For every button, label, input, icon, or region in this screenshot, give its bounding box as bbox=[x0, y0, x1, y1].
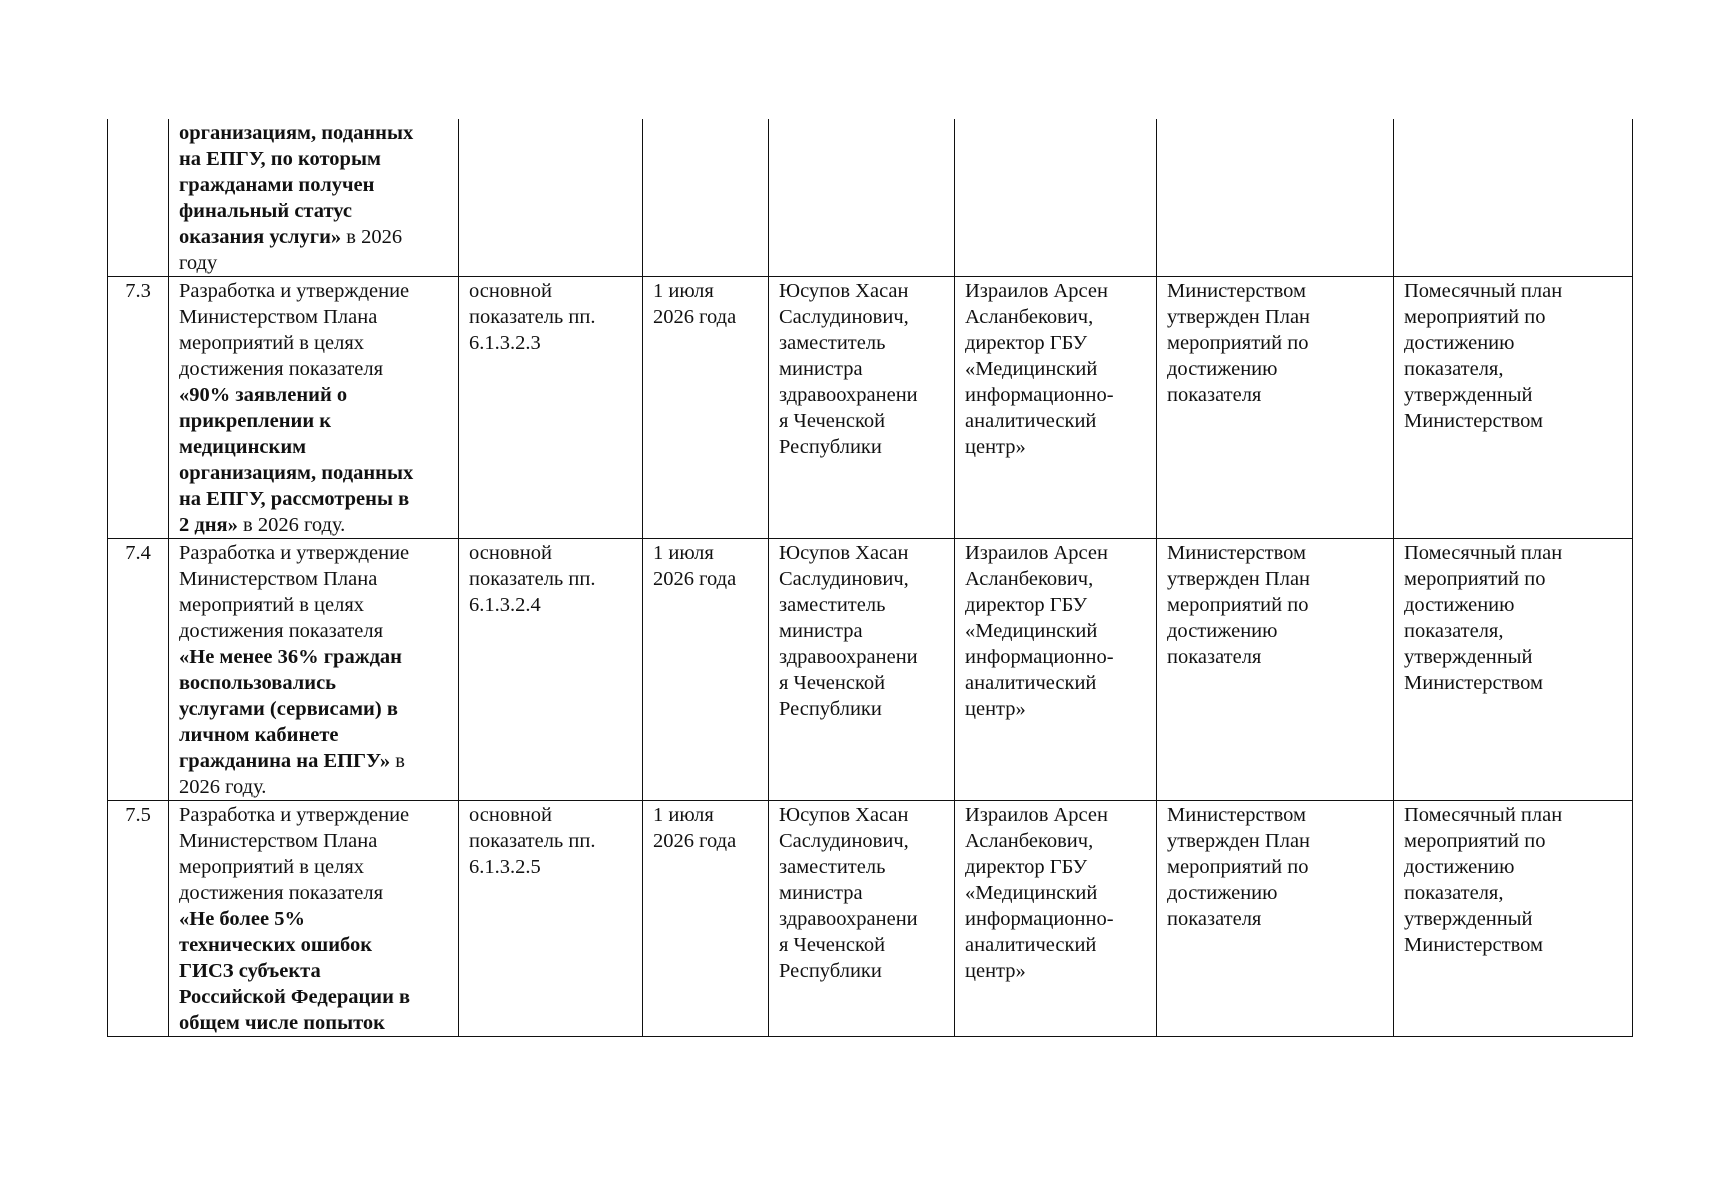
cell-line: 6.1.3.2.5 bbox=[469, 856, 541, 878]
cell-line: аналитический bbox=[965, 934, 1097, 956]
cell-line: показателя, bbox=[1404, 358, 1504, 380]
cell-line: Юсупов Хасан bbox=[779, 542, 909, 564]
text-run: в bbox=[390, 750, 405, 772]
cell-line: 2026 года bbox=[653, 568, 737, 590]
cell-line: мероприятий по bbox=[1404, 568, 1546, 590]
bold-run: технических ошибок bbox=[179, 934, 373, 956]
cell-line: мероприятий по bbox=[1404, 830, 1546, 852]
document-cell bbox=[1394, 539, 1633, 801]
cell-line bbox=[179, 382, 448, 408]
responsible-cell bbox=[769, 277, 955, 539]
cell-line: 1 июля bbox=[653, 280, 714, 302]
cell-line bbox=[179, 644, 448, 670]
cell-line: аналитический bbox=[965, 672, 1097, 694]
cell-line: мероприятий по bbox=[1167, 594, 1309, 616]
cell-line bbox=[179, 224, 448, 250]
result-cell bbox=[1157, 119, 1394, 277]
text-run: в 2026 bbox=[341, 226, 403, 248]
cell-line: 2026 года bbox=[653, 830, 737, 852]
executor-cell bbox=[955, 539, 1157, 801]
cell-line: показателя bbox=[1167, 384, 1262, 406]
cell-line: Республики bbox=[779, 698, 882, 720]
cell-line: 6.1.3.2.3 bbox=[469, 332, 541, 354]
row-number-cell bbox=[108, 119, 169, 277]
deadline-cell bbox=[643, 801, 769, 1037]
cell-line: основной bbox=[469, 804, 552, 826]
row-number-cell: 7.5 bbox=[108, 801, 169, 1037]
cell-line bbox=[179, 854, 448, 880]
cell-line: мероприятий по bbox=[1167, 856, 1309, 878]
bold-run: прикреплении к bbox=[179, 410, 332, 432]
cell-line: достижению bbox=[1167, 358, 1278, 380]
cell-line: достижению bbox=[1167, 620, 1278, 642]
text-run: 2026 году. bbox=[179, 776, 267, 798]
cell-line: Министерством bbox=[1167, 280, 1306, 302]
cell-line bbox=[179, 774, 448, 800]
cell-line: показателя, bbox=[1404, 882, 1504, 904]
text-run: году bbox=[179, 252, 218, 274]
bold-run: «Не более 5% bbox=[179, 908, 305, 930]
bold-run: услугами (сервисами) в bbox=[179, 698, 398, 720]
cell-line: основной bbox=[469, 280, 552, 302]
cell-line bbox=[179, 304, 448, 330]
cell-line: Юсупов Хасан bbox=[779, 280, 909, 302]
cell-line: Министерством bbox=[1167, 804, 1306, 826]
cell-line: директор ГБУ bbox=[965, 856, 1088, 878]
text-run: мероприятий в целях bbox=[179, 594, 365, 616]
task-cell bbox=[169, 539, 459, 801]
deadline-cell bbox=[643, 539, 769, 801]
cell-line: министра bbox=[779, 358, 863, 380]
text-run: Министерством Плана bbox=[179, 830, 378, 852]
cell-line bbox=[179, 486, 448, 512]
cell-line bbox=[179, 932, 448, 958]
cell-line: 1 июля bbox=[653, 542, 714, 564]
cell-line: здравоохранени bbox=[779, 908, 918, 930]
cell-line: информационно- bbox=[965, 908, 1114, 930]
cell-line: информационно- bbox=[965, 384, 1114, 406]
cell-line: информационно- bbox=[965, 646, 1114, 668]
cell-line: «Медицинский bbox=[965, 358, 1098, 380]
bold-run: организациям, поданных bbox=[179, 462, 414, 484]
indicator-cell bbox=[459, 119, 643, 277]
cell-line bbox=[179, 120, 448, 146]
cell-line: показателя, bbox=[1404, 620, 1504, 642]
table-row bbox=[108, 277, 1633, 539]
cell-line bbox=[179, 146, 448, 172]
cell-line bbox=[179, 250, 448, 276]
cell-line: заместитель bbox=[779, 594, 886, 616]
table-row bbox=[108, 119, 1633, 277]
result-cell bbox=[1157, 539, 1394, 801]
bold-run: на ЕПГУ, рассмотрены в bbox=[179, 488, 410, 510]
cell-line: министра bbox=[779, 620, 863, 642]
cell-line: Республики bbox=[779, 960, 882, 982]
cell-line: достижению bbox=[1404, 332, 1515, 354]
table-row bbox=[108, 539, 1633, 801]
cell-line: мероприятий по bbox=[1404, 306, 1546, 328]
cell-line: Асланбекович, bbox=[965, 306, 1094, 328]
cell-line: показателя bbox=[1167, 646, 1262, 668]
cell-line bbox=[179, 828, 448, 854]
cell-line: здравоохранени bbox=[779, 646, 918, 668]
cell-line: Израилов Арсен bbox=[965, 804, 1108, 826]
deadline-cell bbox=[643, 277, 769, 539]
bold-run: гражданина на ЕПГУ» bbox=[179, 750, 391, 772]
cell-line: Саслудинович, bbox=[779, 306, 909, 328]
text-run: мероприятий в целях bbox=[179, 856, 365, 878]
text-run: Разработка и утверждение bbox=[179, 542, 410, 564]
result-cell bbox=[1157, 277, 1394, 539]
cell-line bbox=[179, 1010, 448, 1036]
cell-line: достижению bbox=[1404, 594, 1515, 616]
cell-line: Помесячный план bbox=[1404, 280, 1563, 302]
cell-line: Министерством bbox=[1404, 672, 1543, 694]
cell-line: Министерством bbox=[1404, 934, 1543, 956]
bold-run: общем числе попыток bbox=[179, 1012, 385, 1034]
text-run: Разработка и утверждение bbox=[179, 804, 410, 826]
bold-run: «90% заявлений о bbox=[179, 384, 348, 406]
cell-line: Саслудинович, bbox=[779, 568, 909, 590]
deadline-cell bbox=[643, 119, 769, 277]
cell-line: заместитель bbox=[779, 856, 886, 878]
cell-line: аналитический bbox=[965, 410, 1097, 432]
bold-run: «Не менее 36% граждан bbox=[179, 646, 402, 668]
cell-line: утвержденный bbox=[1404, 646, 1533, 668]
text-run: достижения показателя bbox=[179, 882, 384, 904]
task-cell bbox=[169, 801, 459, 1037]
responsible-cell bbox=[769, 801, 955, 1037]
cell-line: Помесячный план bbox=[1404, 542, 1563, 564]
cell-line: директор ГБУ bbox=[965, 594, 1088, 616]
task-cell bbox=[169, 277, 459, 539]
cell-line bbox=[179, 618, 448, 644]
cell-line: я Чеченской bbox=[779, 672, 886, 694]
cell-line: здравоохранени bbox=[779, 384, 918, 406]
cell-line: Министерством bbox=[1167, 542, 1306, 564]
cell-line: Израилов Арсен bbox=[965, 542, 1108, 564]
cell-line: центр» bbox=[965, 436, 1026, 458]
cell-line: Асланбекович, bbox=[965, 568, 1094, 590]
row-number-cell: 7.4 bbox=[108, 539, 169, 801]
cell-line bbox=[179, 802, 448, 828]
bold-run: медицинским bbox=[179, 436, 307, 458]
cell-line: мероприятий по bbox=[1167, 332, 1309, 354]
cell-line: директор ГБУ bbox=[965, 332, 1088, 354]
bold-run: 2 дня» bbox=[179, 514, 238, 536]
cell-line bbox=[179, 278, 448, 304]
cell-line bbox=[179, 592, 448, 618]
cell-line: «Медицинский bbox=[965, 882, 1098, 904]
responsible-cell bbox=[769, 119, 955, 277]
text-run: Министерством Плана bbox=[179, 568, 378, 590]
cell-line bbox=[179, 670, 448, 696]
cell-line: утвержден План bbox=[1167, 830, 1311, 852]
cell-line: достижению bbox=[1404, 856, 1515, 878]
cell-line: заместитель bbox=[779, 332, 886, 354]
cell-line: показатель пп. bbox=[469, 306, 596, 328]
cell-line: Асланбекович, bbox=[965, 830, 1094, 852]
cell-line: «Медицинский bbox=[965, 620, 1098, 642]
cell-line bbox=[179, 330, 448, 356]
document-cell bbox=[1394, 801, 1633, 1037]
cell-line bbox=[179, 198, 448, 224]
indicator-cell bbox=[459, 277, 643, 539]
document-cell bbox=[1394, 277, 1633, 539]
cell-line bbox=[179, 540, 448, 566]
cell-line bbox=[179, 958, 448, 984]
cell-line: Юсупов Хасан bbox=[779, 804, 909, 826]
executor-cell bbox=[955, 277, 1157, 539]
text-run: мероприятий в целях bbox=[179, 332, 365, 354]
text-run: достижения показателя bbox=[179, 358, 384, 380]
cell-line bbox=[179, 984, 448, 1010]
bold-run: ГИСЗ субъекта bbox=[179, 960, 321, 982]
cell-line: центр» bbox=[965, 698, 1026, 720]
cell-line: утвержденный bbox=[1404, 384, 1533, 406]
cell-line bbox=[179, 512, 448, 538]
text-run: достижения показателя bbox=[179, 620, 384, 642]
cell-line: показатель пп. bbox=[469, 568, 596, 590]
cell-line: основной bbox=[469, 542, 552, 564]
cell-line bbox=[179, 356, 448, 382]
cell-line: я Чеченской bbox=[779, 410, 886, 432]
cell-line: показателя bbox=[1167, 908, 1262, 930]
row-number-cell: 7.3 bbox=[108, 277, 169, 539]
table-row bbox=[108, 801, 1633, 1037]
responsible-cell bbox=[769, 539, 955, 801]
cell-line: Помесячный план bbox=[1404, 804, 1563, 826]
cell-line: 1 июля bbox=[653, 804, 714, 826]
cell-line bbox=[179, 408, 448, 434]
cell-line: утвержден План bbox=[1167, 568, 1311, 590]
bold-run: гражданами получен bbox=[179, 174, 375, 196]
executor-cell bbox=[955, 119, 1157, 277]
cell-line: утвержденный bbox=[1404, 908, 1533, 930]
indicator-cell bbox=[459, 539, 643, 801]
cell-line: Министерством bbox=[1404, 410, 1543, 432]
cell-line bbox=[179, 880, 448, 906]
text-run: Разработка и утверждение bbox=[179, 280, 410, 302]
document-cell bbox=[1394, 119, 1633, 277]
task-cell bbox=[169, 119, 459, 277]
bold-run: воспользовались bbox=[179, 672, 337, 694]
bold-run: организациям, поданных bbox=[179, 122, 414, 144]
cell-line bbox=[179, 434, 448, 460]
bold-run: на ЕПГУ, по которым bbox=[179, 148, 381, 170]
cell-line: достижению bbox=[1167, 882, 1278, 904]
cell-line: Республики bbox=[779, 436, 882, 458]
cell-line bbox=[179, 906, 448, 932]
cell-line bbox=[179, 696, 448, 722]
cell-line: Саслудинович, bbox=[779, 830, 909, 852]
cell-line: показатель пп. bbox=[469, 830, 596, 852]
bold-run: личном кабинете bbox=[179, 724, 339, 746]
text-run: в 2026 году. bbox=[237, 514, 346, 536]
cell-line: 6.1.3.2.4 bbox=[469, 594, 541, 616]
indicator-cell bbox=[459, 801, 643, 1037]
bold-run: Российской Федерации в bbox=[179, 986, 411, 1008]
cell-line: министра bbox=[779, 882, 863, 904]
cell-line bbox=[179, 722, 448, 748]
cell-line: центр» bbox=[965, 960, 1026, 982]
executor-cell bbox=[955, 801, 1157, 1037]
cell-line bbox=[179, 460, 448, 486]
bold-run: оказания услуги» bbox=[179, 226, 342, 248]
bold-run: финальный статус bbox=[179, 200, 352, 222]
cell-line bbox=[179, 566, 448, 592]
plan-table bbox=[107, 119, 1633, 1037]
cell-line: Израилов Арсен bbox=[965, 280, 1108, 302]
text-run: Министерством Плана bbox=[179, 306, 378, 328]
cell-line: я Чеченской bbox=[779, 934, 886, 956]
result-cell bbox=[1157, 801, 1394, 1037]
cell-line: утвержден План bbox=[1167, 306, 1311, 328]
cell-line bbox=[179, 748, 448, 774]
cell-line: 2026 года bbox=[653, 306, 737, 328]
cell-line bbox=[179, 172, 448, 198]
